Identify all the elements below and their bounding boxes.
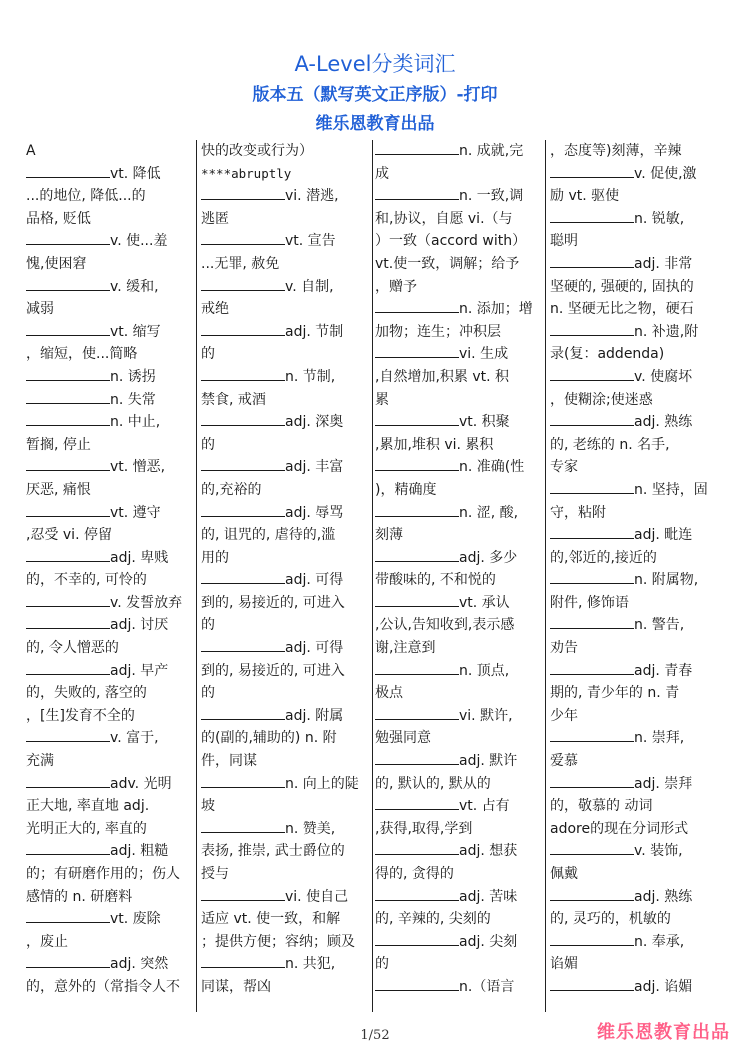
vocab-line: 的 <box>201 436 215 453</box>
vocab-line: ，态度等)刻薄，辛辣 <box>550 143 682 159</box>
vocab-line <box>201 953 373 976</box>
definition-text: adj. 卑贱 <box>110 549 169 566</box>
vocab-line <box>550 614 726 637</box>
definition-text: n. 顶点, <box>459 662 510 679</box>
vocab-line: 守，粘附 <box>550 504 606 521</box>
vocab-line: 带酸味的, 不和悦的 <box>375 572 496 589</box>
vocab-line <box>26 953 196 976</box>
vocab-line: 戒绝 <box>201 301 229 318</box>
answer-blank <box>201 232 285 245</box>
vocab-line: 励 vt. 驱使 <box>550 188 620 205</box>
vocab-line: adore的现在分词形式 <box>550 820 689 837</box>
definition-text: adj. 可得 <box>285 640 344 657</box>
vocab-line <box>26 614 196 637</box>
vocab-line <box>550 840 726 863</box>
vocab-line: 件，同谋 <box>201 753 257 770</box>
answer-blank <box>375 594 459 607</box>
vocab-line <box>26 773 196 796</box>
vocab-line: 的, 辛辣的, 尖刻的 <box>375 911 491 928</box>
vocab-line: vt.使一致，调解；给予 <box>375 255 520 272</box>
answer-blank <box>201 504 285 517</box>
answer-blank <box>550 571 634 584</box>
definition-text: v. 缓和, <box>110 278 159 295</box>
definition-text: vt. 承认 <box>459 594 510 611</box>
vocab-column-2 <box>201 140 373 1012</box>
vocab-line: 极点 <box>375 685 403 702</box>
publisher-line: 维乐恩教育出品 <box>315 114 435 134</box>
definition-text: v. 使...羞 <box>110 233 168 250</box>
answer-blank <box>550 481 634 494</box>
definition-text: vt. 宣告 <box>285 233 336 250</box>
vocab-line <box>550 253 726 276</box>
answer-blank <box>375 842 459 855</box>
vocab-line <box>375 931 545 954</box>
vocab-line: ，[生]发育不全的 <box>26 707 135 724</box>
answer-blank <box>375 752 459 765</box>
vocab-line: 正大地, 率直地 adj. <box>26 798 150 815</box>
vocab-line <box>550 727 726 750</box>
definition-text: n. 添加；增 <box>459 301 533 318</box>
answer-blank <box>550 526 634 539</box>
vocab-line: 授与 <box>201 866 229 882</box>
definition-text: adj. 讨厌 <box>110 617 169 634</box>
answer-blank <box>375 458 459 471</box>
vocab-line: ；提供方便；容纳；顾及 <box>201 933 355 950</box>
vocab-line <box>201 456 373 479</box>
vocab-line: 的；有研磨作用的；伤人 <box>26 866 180 882</box>
vocab-line: 坡 <box>201 798 215 815</box>
answer-blank <box>201 707 285 720</box>
answer-blank <box>201 775 285 788</box>
vocab-line <box>550 569 726 592</box>
vocab-line <box>26 840 196 863</box>
definition-text: vt. 废除 <box>110 911 161 928</box>
vocab-line <box>201 705 373 728</box>
vocab-line <box>201 886 373 909</box>
vocab-line <box>26 321 196 344</box>
vocab-line: 适应 vt. 使一致，和解 <box>201 911 341 928</box>
answer-blank <box>26 458 110 471</box>
definition-text: adj. 熟练 <box>634 414 693 431</box>
vocab-line: 的 <box>201 685 215 702</box>
vocab-line <box>550 886 726 909</box>
vocab-line: 同谋，帮凶 <box>201 978 271 995</box>
vocab-line: ,获得,取得,学到 <box>375 820 473 837</box>
vocab-line <box>375 840 545 863</box>
vocab-line <box>550 208 726 231</box>
answer-blank <box>375 707 459 720</box>
answer-blank <box>201 571 285 584</box>
vocab-line <box>550 479 726 502</box>
answer-blank <box>26 413 110 426</box>
answer-blank <box>26 165 110 178</box>
answer-blank <box>375 933 459 946</box>
definition-text: v. 使腐坏 <box>634 368 693 385</box>
definition-text: adj. 崇拜 <box>634 775 693 792</box>
vocab-line <box>26 547 196 570</box>
answer-blank <box>550 842 634 855</box>
vocab-line: 的 <box>201 617 215 634</box>
vocab-line <box>201 366 373 389</box>
vocab-line <box>26 502 196 525</box>
vocab-line <box>375 502 545 525</box>
vocab-line: 的, 老练的 n. 名手, <box>550 436 670 453</box>
definition-text: v. 富于, <box>110 730 159 747</box>
vocab-line: 少年 <box>550 707 578 724</box>
vocab-line: 和,协议，自愿 vi.（与 <box>375 210 513 227</box>
vocab-line: 到的, 易接近的, 可进入 <box>201 662 345 679</box>
vocab-column-4 <box>550 140 726 1012</box>
vocab-line <box>375 547 545 570</box>
vocab-column-3 <box>375 140 545 1012</box>
vocab-line <box>375 456 545 479</box>
vocab-line: 专家 <box>550 459 578 476</box>
answer-blank <box>201 323 285 336</box>
definition-text: n. 向上的陡 <box>285 775 359 792</box>
vocab-line: A <box>26 143 36 159</box>
vocab-line: 的(副的,辅助的) n. 附 <box>201 730 337 747</box>
answer-blank <box>550 978 634 991</box>
vocab-line <box>375 411 545 434</box>
vocab-line: 的，失败的, 落空的 <box>26 685 147 702</box>
answer-blank <box>375 413 459 426</box>
vocab-line: 的，不幸的, 可怜的 <box>26 572 147 589</box>
definition-text: adj. 节制 <box>285 323 344 340</box>
vocab-line <box>26 456 196 479</box>
vocab-line <box>201 502 373 525</box>
definition-text: vi. 默许, <box>459 707 513 724</box>
vocab-line <box>26 366 196 389</box>
vocab-line: 累 <box>375 391 389 408</box>
answer-blank <box>375 504 459 517</box>
vocab-line <box>201 569 373 592</box>
vocab-line <box>26 230 196 253</box>
definition-text: adj. 早产 <box>110 662 169 679</box>
vocab-line: 的, 诅咒的, 虐待的,滥 <box>201 527 336 544</box>
answer-blank <box>375 888 459 901</box>
vocab-line <box>201 321 373 344</box>
vocab-line: 到的, 易接近的, 可进入 <box>201 594 345 611</box>
definition-text: n. 成就,完 <box>459 143 524 159</box>
vocab-line: 聪明 <box>550 233 578 250</box>
definition-text: n. 失常 <box>110 391 156 408</box>
answer-blank <box>550 888 634 901</box>
vocab-line <box>550 773 726 796</box>
definition-text: vt. 憎恶, <box>110 459 166 476</box>
answer-blank <box>375 345 459 358</box>
definition-text: n. 坚持，固 <box>634 481 708 498</box>
answer-blank <box>550 729 634 742</box>
definition-text: n. 涩, 酸, <box>459 504 519 521</box>
definition-text: v. 自制, <box>285 278 334 295</box>
vocab-line <box>375 140 545 163</box>
vocab-line: 厌恶, 痛恨 <box>26 481 91 498</box>
vocab-line <box>26 727 196 750</box>
vocab-line <box>375 592 545 615</box>
answer-blank <box>201 278 285 291</box>
definition-text: adj. 多少 <box>459 549 518 566</box>
definition-text: adj. 丰富 <box>285 459 344 476</box>
definition-text: adj. 非常 <box>634 255 693 272</box>
definition-text: v. 装饰, <box>634 843 683 860</box>
answer-blank <box>550 775 634 788</box>
vocab-line: 充满 <box>26 753 54 770</box>
answer-blank <box>201 820 285 833</box>
definition-text: vi. 生成 <box>459 346 509 363</box>
vocab-line: 刻薄 <box>375 527 403 544</box>
answer-blank <box>26 368 110 381</box>
answer-blank <box>550 165 634 178</box>
document-subtitle: 版本五（默写英文正序版）-打印 <box>252 85 498 105</box>
vocab-line: 品格, 贬低 <box>26 210 91 227</box>
vocab-column-1 <box>26 140 196 1012</box>
definition-text: adj. 想获 <box>459 843 518 860</box>
answer-blank <box>375 142 459 155</box>
definition-text: n. 准确(性 <box>459 459 525 476</box>
definition-text: n. 锐敏, <box>634 210 685 227</box>
vocab-line: 录(复：addenda) <box>550 346 665 363</box>
definition-text: n. 崇拜, <box>634 730 685 747</box>
answer-blank <box>26 775 110 788</box>
vocab-line <box>375 185 545 208</box>
definition-text: v. 发誓放弃 <box>110 594 183 611</box>
answer-blank <box>375 187 459 200</box>
vocab-line: ，废止 <box>26 933 68 950</box>
vocab-line: n. 坚硬无比之物，硬石 <box>550 301 694 318</box>
vocab-line <box>550 931 726 954</box>
vocab-line: 的 <box>375 956 389 973</box>
vocab-line: 暂搁, 停止 <box>26 436 91 453</box>
answer-blank <box>26 955 110 968</box>
vocab-line <box>26 908 196 931</box>
vocab-line <box>375 705 545 728</box>
vocab-line: 谢,注意到 <box>375 640 436 657</box>
vocab-line <box>26 592 196 615</box>
vocab-line: 愧,使困窘 <box>26 255 87 272</box>
vocab-line: ，缩短，使...简略 <box>26 346 138 363</box>
definition-text: n. 诱拐 <box>110 368 156 385</box>
vocab-line: ...无罪, 赦免 <box>201 255 280 272</box>
vocab-line: ,自然增加,积累 vt. 积 <box>375 368 510 385</box>
vocab-line <box>375 298 545 321</box>
vocab-line <box>550 163 726 186</box>
vocab-line: 的 <box>201 346 215 363</box>
definition-text: n. 补遗,附 <box>634 323 699 340</box>
answer-blank <box>550 210 634 223</box>
answer-blank <box>375 662 459 675</box>
vocab-line: 快的改变或行为） <box>201 143 313 159</box>
answer-blank <box>201 639 285 652</box>
definition-text: vt. 遵守 <box>110 504 161 521</box>
vocab-line <box>550 524 726 547</box>
answer-blank <box>550 323 634 336</box>
answer-blank <box>26 594 110 607</box>
vocab-line: 爱慕 <box>550 753 578 770</box>
vocab-line: 减弱 <box>26 301 54 318</box>
answer-blank <box>26 616 110 629</box>
definition-text: n. 共犯, <box>285 956 336 973</box>
vocab-line: 坚硬的, 强硬的, 固执的 <box>550 278 694 295</box>
vocab-line: 的, 令人憎恶的 <box>26 640 119 657</box>
vocab-line: 逃匿 <box>201 210 229 227</box>
answer-blank <box>550 413 634 426</box>
vocab-line <box>201 411 373 434</box>
answer-blank <box>550 368 634 381</box>
definition-text: adj. 毗连 <box>634 527 693 544</box>
vocab-line <box>201 637 373 660</box>
vocab-line <box>26 163 196 186</box>
definition-text: adj. 附属 <box>285 707 344 724</box>
answer-blank <box>550 933 634 946</box>
answer-blank <box>375 300 459 313</box>
vocab-line: ）一致（accord with） <box>375 233 527 250</box>
vocab-line <box>550 366 726 389</box>
answer-blank <box>26 504 110 517</box>
definition-text: adj. 青春 <box>634 662 693 679</box>
definition-text: n. 附属物, <box>634 572 699 589</box>
vocab-line: 期的, 青少年的 n. 青 <box>550 685 680 702</box>
vocab-line <box>201 276 373 299</box>
vocab-line <box>201 773 373 796</box>
vocab-line: ,累加,堆积 vi. 累积 <box>375 436 494 453</box>
definition-text: adj. 尖刻 <box>459 933 518 950</box>
definition-text: n.（语言 <box>459 978 515 995</box>
vocab-line <box>375 750 545 773</box>
vocab-line: )，精确度 <box>375 481 437 498</box>
definition-text: n. 警告, <box>634 617 685 634</box>
vocab-line: 得的, 贪得的 <box>375 866 454 882</box>
vocab-line: 劝告 <box>550 640 578 657</box>
answer-blank <box>550 616 634 629</box>
vocab-line: 的，意外的（常指令人不 <box>26 978 180 995</box>
vocab-line <box>375 795 545 818</box>
vocab-line: ，赠予 <box>375 278 417 295</box>
vocab-line <box>375 660 545 683</box>
definition-text: adj. 深奥 <box>285 414 344 431</box>
definition-text: n. 奉承, <box>634 933 685 950</box>
definition-text: n. 赞美, <box>285 820 336 837</box>
vocab-line: 的,邻近的,接近的 <box>550 549 657 566</box>
vocab-line <box>26 660 196 683</box>
answer-blank <box>26 323 110 336</box>
definition-text: adj. 可得 <box>285 572 344 589</box>
vocab-line: ,公认,告知收到,表示感 <box>375 617 515 634</box>
vocab-line: 的, 默认的, 默从的 <box>375 775 491 792</box>
watermark-logo: 维乐恩教育出品 <box>597 1022 730 1043</box>
answer-blank <box>201 187 285 200</box>
vocab-line <box>201 818 373 841</box>
answer-blank <box>375 978 459 991</box>
vocab-line: ,忍受 vi. 停留 <box>26 527 112 544</box>
definition-text: vi. 潜逃, <box>285 188 339 205</box>
vocab-line: 感情的 n. 研磨料 <box>26 888 133 905</box>
answer-blank <box>26 910 110 923</box>
definition-text: adj. 突然 <box>110 956 169 973</box>
answer-blank <box>375 549 459 562</box>
definition-text: adj. 辱骂 <box>285 504 344 521</box>
answer-blank <box>26 391 110 404</box>
vocab-line: 成 <box>375 165 389 182</box>
vocab-line <box>550 660 726 683</box>
vocab-line: 的,充裕的 <box>201 481 262 498</box>
vocab-line <box>550 411 726 434</box>
vocab-line: ...的地位, 降低...的 <box>26 188 146 205</box>
answer-blank <box>550 662 634 675</box>
vocabulary-columns <box>23 140 735 1012</box>
vocab-line: ****abruptly <box>201 165 292 181</box>
vocab-line <box>201 230 373 253</box>
definition-text: n. 中止, <box>110 414 161 431</box>
vocab-line: 的, 灵巧的，机敏的 <box>550 911 671 928</box>
definition-text: adj. 谄媚 <box>634 978 693 995</box>
answer-blank <box>201 955 285 968</box>
vocab-line: 加物；连生；冲积层 <box>375 323 501 340</box>
answer-blank <box>201 413 285 426</box>
definition-text: vi. 使自己 <box>285 888 349 905</box>
answer-blank <box>26 842 110 855</box>
vocab-line <box>26 411 196 434</box>
definition-text: vt. 缩写 <box>110 323 161 340</box>
vocab-line <box>26 389 196 412</box>
answer-blank <box>26 729 110 742</box>
vocab-line: 佩戴 <box>550 866 578 882</box>
vocab-line: 的，敬慕的 动词 <box>550 798 653 815</box>
vocab-line <box>375 343 545 366</box>
answer-blank <box>26 232 110 245</box>
vocab-line <box>201 185 373 208</box>
definition-text: adj. 默许 <box>459 753 518 770</box>
definition-text: vt. 降低 <box>110 165 161 182</box>
vocab-line <box>375 886 545 909</box>
answer-blank <box>550 255 634 268</box>
definition-text: v. 促使,激 <box>634 165 697 182</box>
answer-blank <box>201 888 285 901</box>
vocab-line: ，使糊涂;使迷惑 <box>550 391 653 408</box>
answer-blank <box>375 797 459 810</box>
answer-blank <box>26 278 110 291</box>
answer-blank <box>201 458 285 471</box>
vocab-line: 光明正大的, 率直的 <box>26 820 147 837</box>
definition-text: adj. 熟练 <box>634 888 693 905</box>
answer-blank <box>201 368 285 381</box>
vocab-line: 表扬, 推崇, 武士爵位的 <box>201 843 345 860</box>
vocab-line: 附件, 修饰语 <box>550 594 629 611</box>
answer-blank <box>26 662 110 675</box>
answer-blank <box>26 549 110 562</box>
definition-text: n. 节制, <box>285 368 336 385</box>
definition-text: vt. 占有 <box>459 798 510 815</box>
vocab-line: 用的 <box>201 549 229 566</box>
definition-text: n. 一致,调 <box>459 188 524 205</box>
definition-text: adj. 苦味 <box>459 888 518 905</box>
document-title: A-Level分类词汇 <box>294 52 456 76</box>
vocab-line: 禁食, 戒酒 <box>201 391 266 408</box>
definition-text: adj. 粗糙 <box>110 843 169 860</box>
vocab-line <box>375 976 545 999</box>
definition-text: vt. 积聚 <box>459 414 510 431</box>
page-number: 1/52 <box>360 1028 390 1043</box>
definition-text: adv. 光明 <box>110 775 172 792</box>
vocab-line <box>550 321 726 344</box>
vocab-line <box>550 976 726 999</box>
vocab-line <box>26 276 196 299</box>
vocab-line: 勉强同意 <box>375 730 431 747</box>
vocab-line: 谄媚 <box>550 956 578 973</box>
